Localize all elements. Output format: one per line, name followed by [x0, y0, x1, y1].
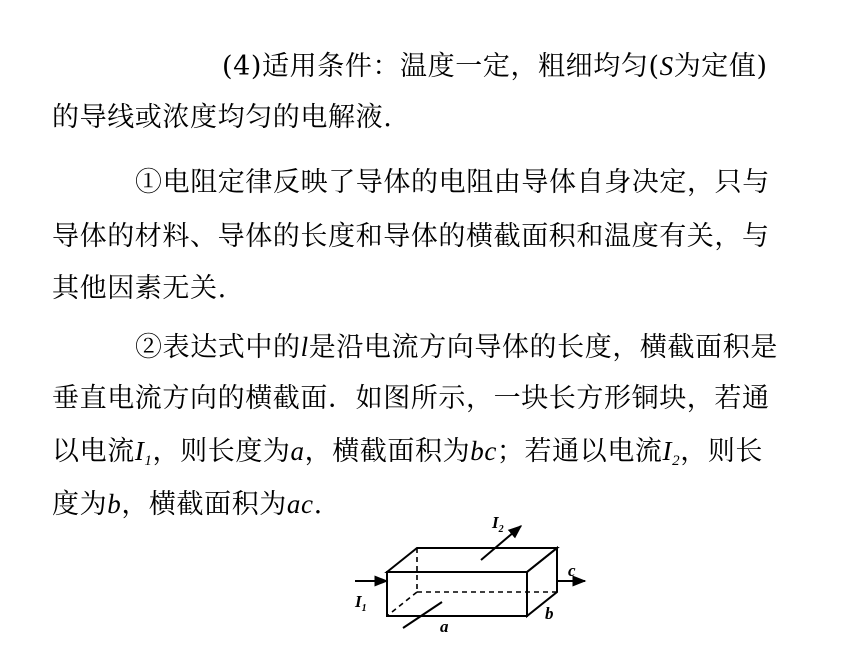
subscript: 2	[672, 453, 681, 469]
text-segment: 为定值)	[673, 51, 768, 82]
text-segment: ②表达式中的	[135, 332, 301, 363]
paragraph-4-line-1	[222, 48, 768, 85]
text-segment: 度为	[52, 489, 108, 520]
text-segment: ，横截面积为	[304, 436, 471, 467]
variable-I1	[134, 436, 153, 469]
copper-block-figure	[335, 508, 605, 638]
variable-I: I	[662, 436, 673, 466]
label-I2: $I_2$	[492, 513, 504, 535]
variable-I2	[662, 436, 681, 469]
item-1-line-2: 导体的材料、导体的长度和导体的横截面积和温度有关，与	[52, 221, 770, 252]
item-2-line-2: 垂直电流方向的横截面．如图所示，一块长方形铜块，若通	[52, 383, 770, 414]
variable-a: a	[290, 436, 305, 466]
label-I1: $I_1$	[355, 592, 367, 614]
variable-b: b	[107, 489, 122, 519]
hidden-edges	[387, 548, 557, 616]
text-segment: ，则长	[680, 436, 764, 467]
item-2-line-3	[52, 433, 763, 470]
text-segment: ，横截面积为	[121, 489, 287, 520]
item-1-line-1: ①电阻定律反映了导体的电阻由导体自身决定，只与	[135, 167, 770, 198]
variable-ac: ac	[286, 489, 314, 519]
text-segment: ；若通以电流	[496, 436, 663, 467]
variable-I: I	[134, 436, 145, 466]
item-1-line-3: 其他因素无关.	[52, 273, 227, 304]
text-segment: 是沿电流方向导体的长度，横截面积是	[308, 332, 778, 363]
item-2-line-4	[52, 486, 323, 523]
variable-l: l	[300, 332, 309, 362]
text-segment: 以电流	[52, 436, 135, 467]
text-segment: ，则长度为	[152, 436, 291, 467]
paragraph-4-line-2: 的导线或浓度均匀的电解液.	[52, 102, 393, 133]
text-segment: .	[313, 489, 323, 520]
text-segment: (4)适用条件：温度一定，粗细均匀(	[222, 51, 660, 82]
variable-S: S	[659, 51, 674, 81]
label-b: b	[545, 604, 554, 623]
block-front-face	[387, 572, 527, 616]
label-c: c	[568, 561, 576, 580]
block-outline	[387, 548, 557, 616]
item-2-line-1	[135, 329, 778, 366]
variable-bc: bc	[470, 436, 497, 466]
subscript: 1	[144, 453, 153, 469]
label-a: a	[440, 617, 449, 636]
